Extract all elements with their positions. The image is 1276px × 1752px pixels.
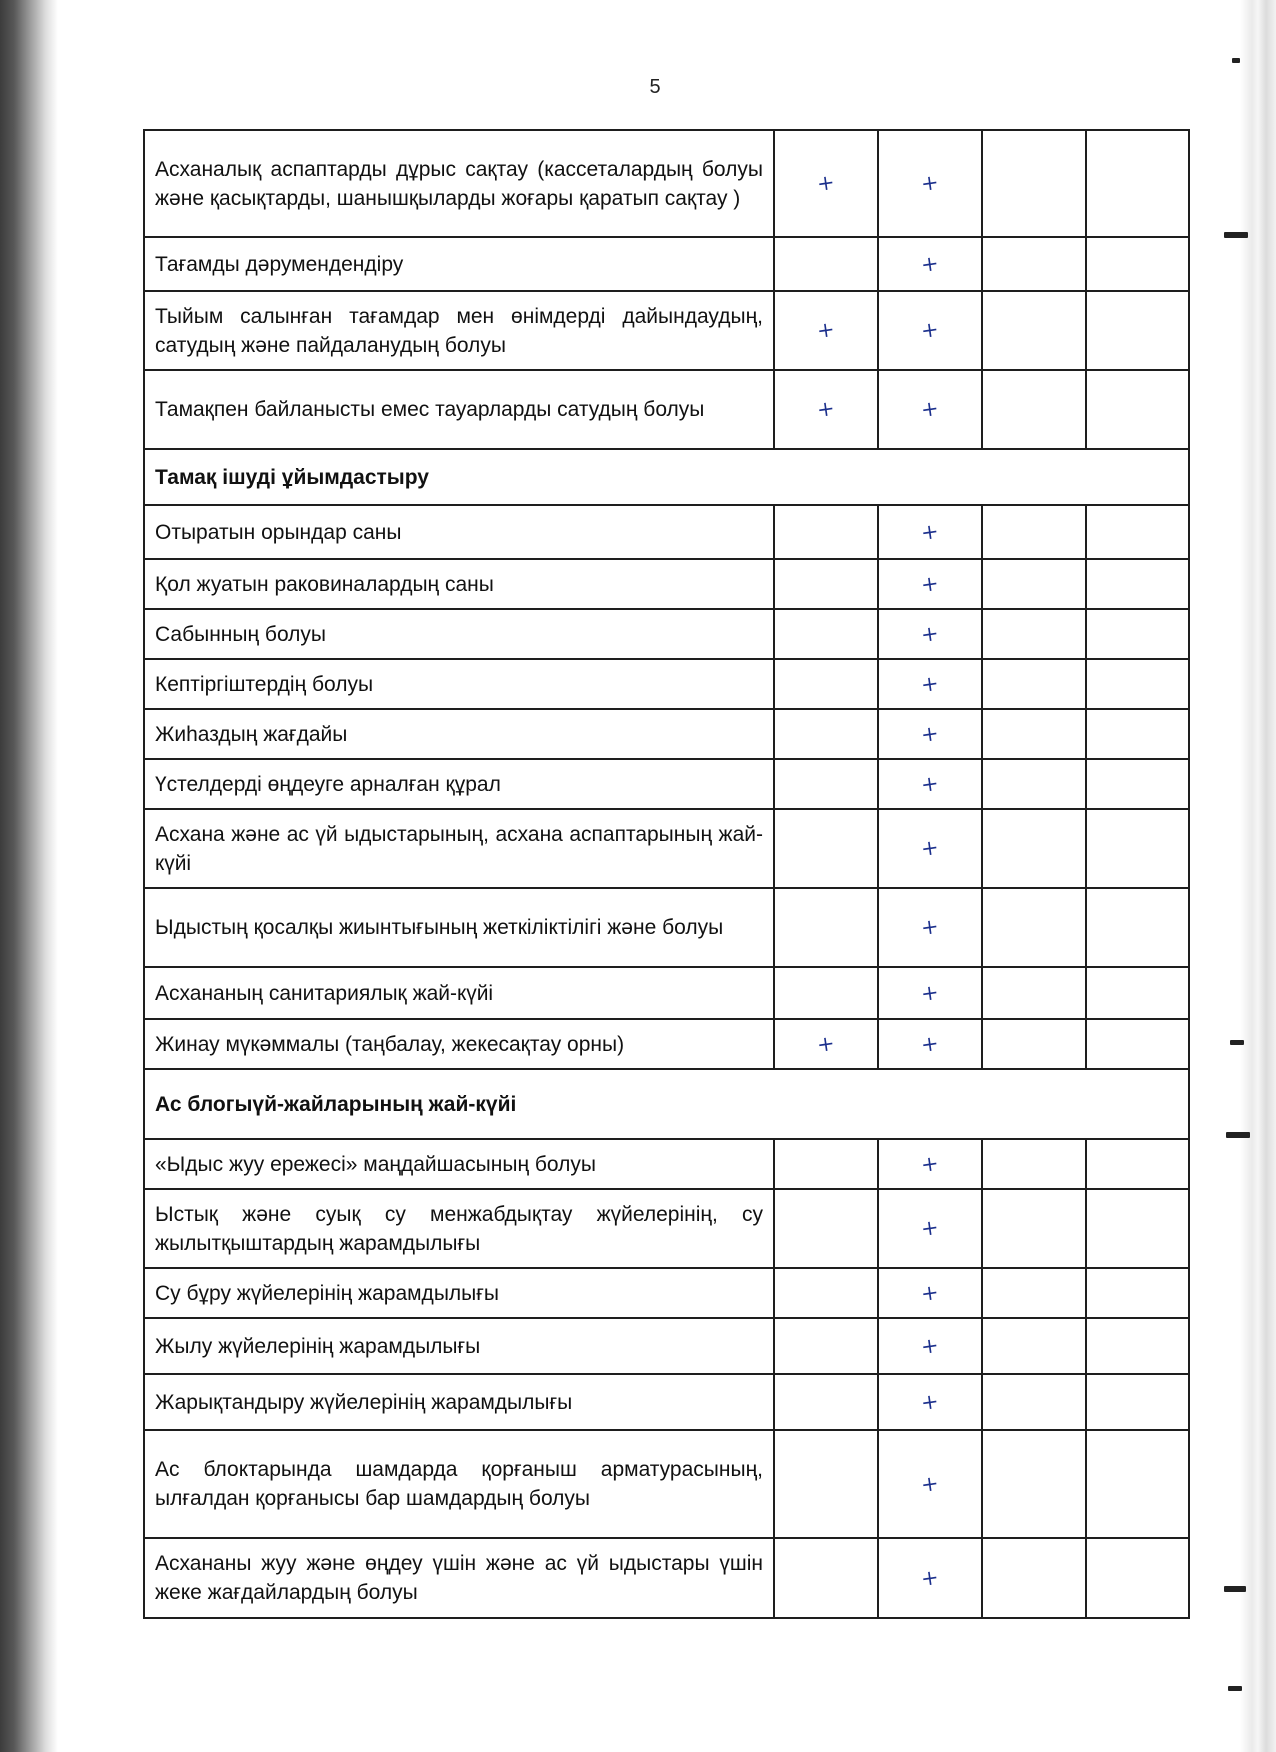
row-label: Асхананы жуу және өңдеу үшін және ас үй ыдыстары үшін жеке жағдайлардың болуы: [144, 1538, 774, 1618]
mark-cell-col3: [982, 1139, 1086, 1189]
scan-speck: [1224, 1586, 1246, 1592]
mark-cell-col3: [982, 1430, 1086, 1538]
handwritten-mark: +: [919, 518, 941, 545]
handwritten-mark: +: [815, 316, 837, 344]
mark-cell-col2: [878, 1538, 982, 1618]
section-title: Ас блогыүй-жайларының жай-күйі: [144, 1069, 1189, 1139]
mark-cell-col2: [878, 759, 982, 809]
scan-speck: [1232, 58, 1240, 63]
scan-shadow-right: [1240, 0, 1276, 1752]
row-label: Жарықтандыру жүйелерінің жарамдылығы: [144, 1374, 774, 1430]
section-title: Тамақ ішуді ұйымдастыру: [144, 449, 1189, 505]
row-label: Су бұру жүйелерінің жарамдылығы: [144, 1268, 774, 1318]
mark-cell-col3: [982, 1189, 1086, 1268]
table-row: [144, 559, 1189, 609]
mark-cell-col1: [774, 888, 878, 967]
mark-cell-col3: [982, 1538, 1086, 1618]
mark-cell-col1: [774, 1139, 878, 1189]
table-row: [144, 759, 1189, 809]
row-label: Ас блоктарында шамдарда қорғаныш арматурасының, ылғалдан қорғанысы бар шамдардың болуы: [144, 1430, 774, 1538]
mark-cell-col2: [878, 1189, 982, 1268]
scan-speck: [1230, 1040, 1244, 1045]
handwritten-mark: +: [919, 770, 941, 797]
mark-cell-col1: [774, 130, 878, 237]
mark-cell-col2: [878, 1139, 982, 1189]
table-row: [144, 370, 1189, 449]
mark-cell-col3: [982, 659, 1086, 709]
table-row: [144, 1538, 1189, 1618]
handwritten-mark: +: [919, 316, 941, 344]
inspection-checklist-table: [143, 129, 1190, 1619]
table-row: [144, 888, 1189, 967]
table-row: [144, 1019, 1189, 1069]
table-row: [144, 291, 1189, 370]
mark-cell-col3: [982, 559, 1086, 609]
mark-cell-col2: [878, 967, 982, 1019]
mark-cell-col2: [878, 1374, 982, 1430]
mark-cell-col1: [774, 559, 878, 609]
mark-cell-col1: [774, 809, 878, 888]
scan-speck: [1226, 1132, 1250, 1138]
row-label: Жинау мүкәммалы (таңбалау, жекесақтау орны): [144, 1019, 774, 1069]
mark-cell-col1: [774, 1318, 878, 1374]
table-row: [144, 609, 1189, 659]
mark-cell-col4: [1086, 609, 1189, 659]
mark-cell-col4: [1086, 809, 1189, 888]
mark-cell-col3: [982, 967, 1086, 1019]
row-label: Тағамды дәрумендендіру: [144, 237, 774, 291]
row-label: Ыстық және суық су менжабдықтау жүйелерінің, су жылытқыштардың жарамдылығы: [144, 1189, 774, 1268]
row-label: Қол жуатын раковиналардың саны: [144, 559, 774, 609]
section-header-row: [144, 1069, 1189, 1139]
mark-cell-col4: [1086, 1019, 1189, 1069]
mark-cell-col1: [774, 659, 878, 709]
handwritten-mark: +: [919, 1150, 941, 1177]
row-label: Жылу жүйелерінің жарамдылығы: [144, 1318, 774, 1374]
table-row: [144, 237, 1189, 291]
row-label: Асхананың санитариялық жай-күйі: [144, 967, 774, 1019]
mark-cell-col2: [878, 237, 982, 291]
mark-cell-col3: [982, 1318, 1086, 1374]
mark-cell-col3: [982, 1374, 1086, 1430]
mark-cell-col4: [1086, 505, 1189, 559]
table-row: [144, 505, 1189, 559]
mark-cell-col1: [774, 237, 878, 291]
row-label: Кептіргіштердің болуы: [144, 659, 774, 709]
mark-cell-col2: [878, 609, 982, 659]
mark-cell-col1: [774, 291, 878, 370]
mark-cell-col3: [982, 291, 1086, 370]
mark-cell-col1: [774, 1538, 878, 1618]
mark-cell-col1: [774, 1430, 878, 1538]
row-label: Тамақпен байланысты емес тауарларды сатудың болуы: [144, 370, 774, 449]
section-header-row: [144, 449, 1189, 505]
mark-cell-col3: [982, 130, 1086, 237]
mark-cell-col2: [878, 291, 982, 370]
table-row: [144, 659, 1189, 709]
handwritten-mark: +: [919, 570, 941, 597]
mark-cell-col2: [878, 1318, 982, 1374]
mark-cell-col1: [774, 967, 878, 1019]
table-row: [144, 1430, 1189, 1538]
handwritten-mark: +: [815, 169, 837, 197]
row-label: Асхана және ас үй ыдыстарының, асхана аспаптарының жай-күйі: [144, 809, 774, 888]
mark-cell-col3: [982, 759, 1086, 809]
handwritten-mark: +: [919, 1332, 941, 1359]
mark-cell-col4: [1086, 1374, 1189, 1430]
mark-cell-col2: [878, 1430, 982, 1538]
mark-cell-col2: [878, 1268, 982, 1318]
mark-cell-col4: [1086, 1538, 1189, 1618]
mark-cell-col4: [1086, 291, 1189, 370]
mark-cell-col2: [878, 1019, 982, 1069]
mark-cell-col4: [1086, 130, 1189, 237]
mark-cell-col3: [982, 888, 1086, 967]
table-row: [144, 130, 1189, 237]
mark-cell-col4: [1086, 888, 1189, 967]
mark-cell-col3: [982, 1019, 1086, 1069]
mark-cell-col1: [774, 1189, 878, 1268]
row-label: Ыдыстың қосалқы жиынтығының жеткіліктілігі және болуы: [144, 888, 774, 967]
handwritten-mark: +: [919, 620, 941, 647]
handwritten-mark: +: [919, 395, 941, 423]
mark-cell-col3: [982, 1268, 1086, 1318]
mark-cell-col3: [982, 505, 1086, 559]
mark-cell-col4: [1086, 1268, 1189, 1318]
row-label: Отыратын орындар саны: [144, 505, 774, 559]
mark-cell-col4: [1086, 559, 1189, 609]
table-row: [144, 1374, 1189, 1430]
mark-cell-col1: [774, 370, 878, 449]
table-row: [144, 809, 1189, 888]
mark-cell-col2: [878, 370, 982, 449]
mark-cell-col3: [982, 609, 1086, 659]
mark-cell-col4: [1086, 659, 1189, 709]
mark-cell-col1: [774, 1374, 878, 1430]
row-label: Сабынның болуы: [144, 609, 774, 659]
handwritten-mark: +: [919, 169, 941, 197]
handwritten-mark: +: [919, 913, 941, 941]
handwritten-mark: +: [815, 1030, 837, 1057]
mark-cell-col2: [878, 709, 982, 759]
scan-speck: [1224, 232, 1248, 238]
scan-shadow-left: [0, 0, 58, 1752]
row-label: Асханалық аспаптарды дұрыс сақтау (кассеталардың болуы және қасықтарды, шанышқыларды жоғары қаратып сақтау ): [144, 130, 774, 237]
scan-speck: [1228, 1686, 1242, 1691]
mark-cell-col4: [1086, 1318, 1189, 1374]
checklist-body: [144, 130, 1189, 1618]
row-label: «Ыдыс жуу ережесі» маңдайшасының болуы: [144, 1139, 774, 1189]
mark-cell-col1: [774, 709, 878, 759]
mark-cell-col2: [878, 130, 982, 237]
handwritten-mark: +: [815, 395, 837, 423]
handwritten-mark: +: [919, 1279, 941, 1306]
mark-cell-col2: [878, 659, 982, 709]
handwritten-mark: +: [919, 1214, 941, 1242]
page-number: 5: [649, 76, 661, 98]
table-row: [144, 1189, 1189, 1268]
mark-cell-col4: [1086, 1139, 1189, 1189]
table-row: [144, 1268, 1189, 1318]
handwritten-mark: +: [919, 979, 941, 1006]
mark-cell-col4: [1086, 1430, 1189, 1538]
mark-cell-col1: [774, 609, 878, 659]
handwritten-mark: +: [919, 834, 941, 862]
mark-cell-col1: [774, 1268, 878, 1318]
row-label: Үстелдерді өңдеуге арналған құрал: [144, 759, 774, 809]
handwritten-mark: +: [919, 1564, 941, 1591]
row-label: Тыйым салынған тағамдар мен өнімдерді дайындаудың, сатудың және пайдаланудың болуы: [144, 291, 774, 370]
mark-cell-col3: [982, 809, 1086, 888]
mark-cell-col2: [878, 559, 982, 609]
mark-cell-col2: [878, 505, 982, 559]
handwritten-mark: +: [919, 1388, 941, 1415]
handwritten-mark: +: [919, 720, 941, 747]
mark-cell-col4: [1086, 967, 1189, 1019]
mark-cell-col4: [1086, 709, 1189, 759]
handwritten-mark: +: [919, 1030, 941, 1057]
mark-cell-col4: [1086, 759, 1189, 809]
mark-cell-col4: [1086, 370, 1189, 449]
mark-cell-col4: [1086, 1189, 1189, 1268]
mark-cell-col2: [878, 888, 982, 967]
mark-cell-col3: [982, 370, 1086, 449]
table-row: [144, 709, 1189, 759]
mark-cell-col1: [774, 759, 878, 809]
row-label: Жиһаздың жағдайы: [144, 709, 774, 759]
mark-cell-col2: [878, 809, 982, 888]
table-row: [144, 1139, 1189, 1189]
handwritten-mark: +: [919, 670, 941, 697]
mark-cell-col1: [774, 505, 878, 559]
table-row: [144, 1318, 1189, 1374]
handwritten-mark: +: [919, 1470, 941, 1497]
mark-cell-col3: [982, 709, 1086, 759]
table-row: [144, 967, 1189, 1019]
mark-cell-col3: [982, 237, 1086, 291]
mark-cell-col1: [774, 1019, 878, 1069]
mark-cell-col4: [1086, 237, 1189, 291]
handwritten-mark: +: [919, 250, 941, 277]
